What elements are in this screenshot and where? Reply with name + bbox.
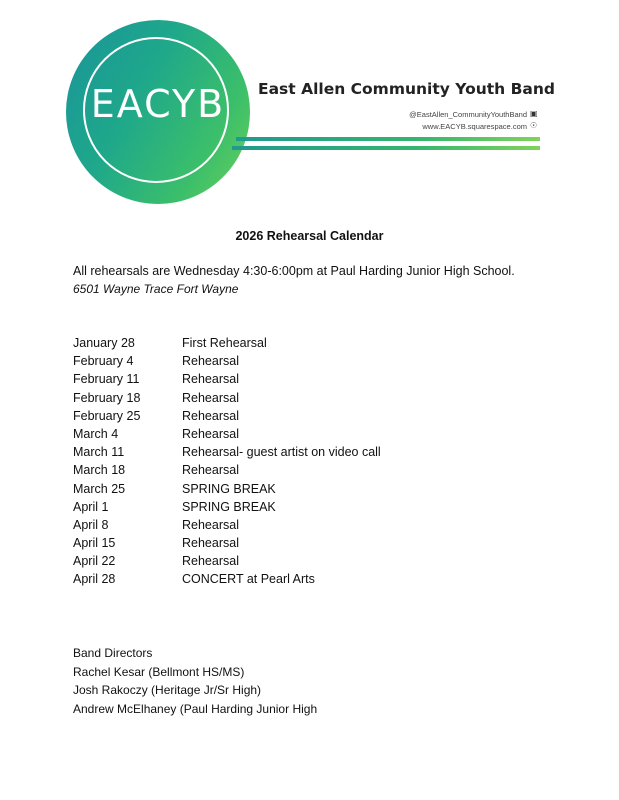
schedule-row	[73, 443, 381, 461]
schedule-row	[73, 425, 381, 443]
schedule-date: March 4	[73, 426, 119, 441]
schedule-row	[73, 461, 381, 479]
schedule-date: February 11	[73, 372, 140, 387]
schedule-event: SPRING BREAK	[182, 481, 276, 496]
rehearsal-address: 6501 Wayne Trace Fort Wayne	[73, 282, 239, 296]
instagram-handle: @EastAllen_CommunityYouthBand	[409, 110, 527, 119]
schedule-date: April 8	[73, 517, 109, 532]
schedule-event: Rehearsal- guest artist on video call	[182, 445, 381, 460]
instagram-icon: ▣	[530, 109, 538, 118]
header-stripe-bottom	[232, 146, 540, 150]
schedule-event: First Rehearsal	[182, 336, 267, 350]
schedule-event: Rehearsal	[182, 408, 239, 423]
schedule-row	[73, 389, 381, 407]
director-name: Josh Rakoczy (Heritage Jr/Sr High)	[73, 683, 262, 697]
website-icon: ☉	[530, 121, 538, 130]
schedule-row	[73, 334, 381, 352]
schedule-date: April 28	[73, 572, 116, 587]
schedule-event: CONCERT at Pearl Arts	[182, 572, 315, 587]
schedule-date: February 25	[73, 408, 141, 423]
schedule-row	[73, 480, 381, 498]
schedule-row	[73, 552, 381, 570]
schedule-event: Rehearsal	[182, 536, 239, 551]
schedule-row	[73, 370, 381, 388]
schedule-event: Rehearsal	[182, 463, 239, 478]
schedule-event: Rehearsal	[182, 390, 239, 405]
band-directors	[73, 644, 317, 718]
schedule-row	[73, 407, 381, 425]
schedule-date: February 18	[73, 390, 141, 405]
schedule-date: March 25	[73, 481, 126, 496]
schedule-row	[73, 352, 381, 370]
header-stripe-top	[236, 137, 540, 141]
schedule-row	[73, 570, 381, 588]
schedule-event: Rehearsal	[182, 554, 239, 569]
director-name: Rachel Kesar (Bellmont HS/MS)	[73, 664, 245, 679]
schedule-event: Rehearsal	[182, 372, 239, 387]
calendar-title: 2026 Rehearsal Calendar	[235, 229, 384, 243]
schedule-date: March 18	[73, 463, 126, 478]
schedule-row	[73, 516, 381, 534]
schedule-event: Rehearsal	[182, 517, 239, 532]
schedule-date: April 22	[73, 554, 116, 569]
schedule-date: January 28	[73, 336, 135, 350]
schedule-date: March 11	[73, 445, 125, 460]
schedule-row	[73, 498, 381, 516]
rehearsal-schedule	[73, 334, 381, 589]
rehearsal-info: All rehearsals are Wednesday 4:30-6:00pm at Paul Harding Junior High School.	[73, 264, 515, 278]
schedule-event: SPRING BREAK	[182, 499, 276, 514]
schedule-event: Rehearsal	[182, 426, 239, 441]
directors-heading: Band Directors	[73, 646, 153, 660]
logo-text: EACYB	[90, 82, 226, 126]
schedule-date: April 15	[73, 536, 116, 551]
schedule-date: April 1	[73, 499, 109, 514]
schedule-row	[73, 534, 381, 552]
website-url: www.EACYB.squarespace.com	[422, 122, 527, 131]
org-name: East Allen Community Youth Band	[258, 80, 555, 98]
schedule-event: Rehearsal	[182, 354, 239, 369]
schedule-date: February 4	[73, 354, 134, 369]
director-name: Andrew McElhaney (Paul Harding Junior High	[73, 701, 318, 716]
